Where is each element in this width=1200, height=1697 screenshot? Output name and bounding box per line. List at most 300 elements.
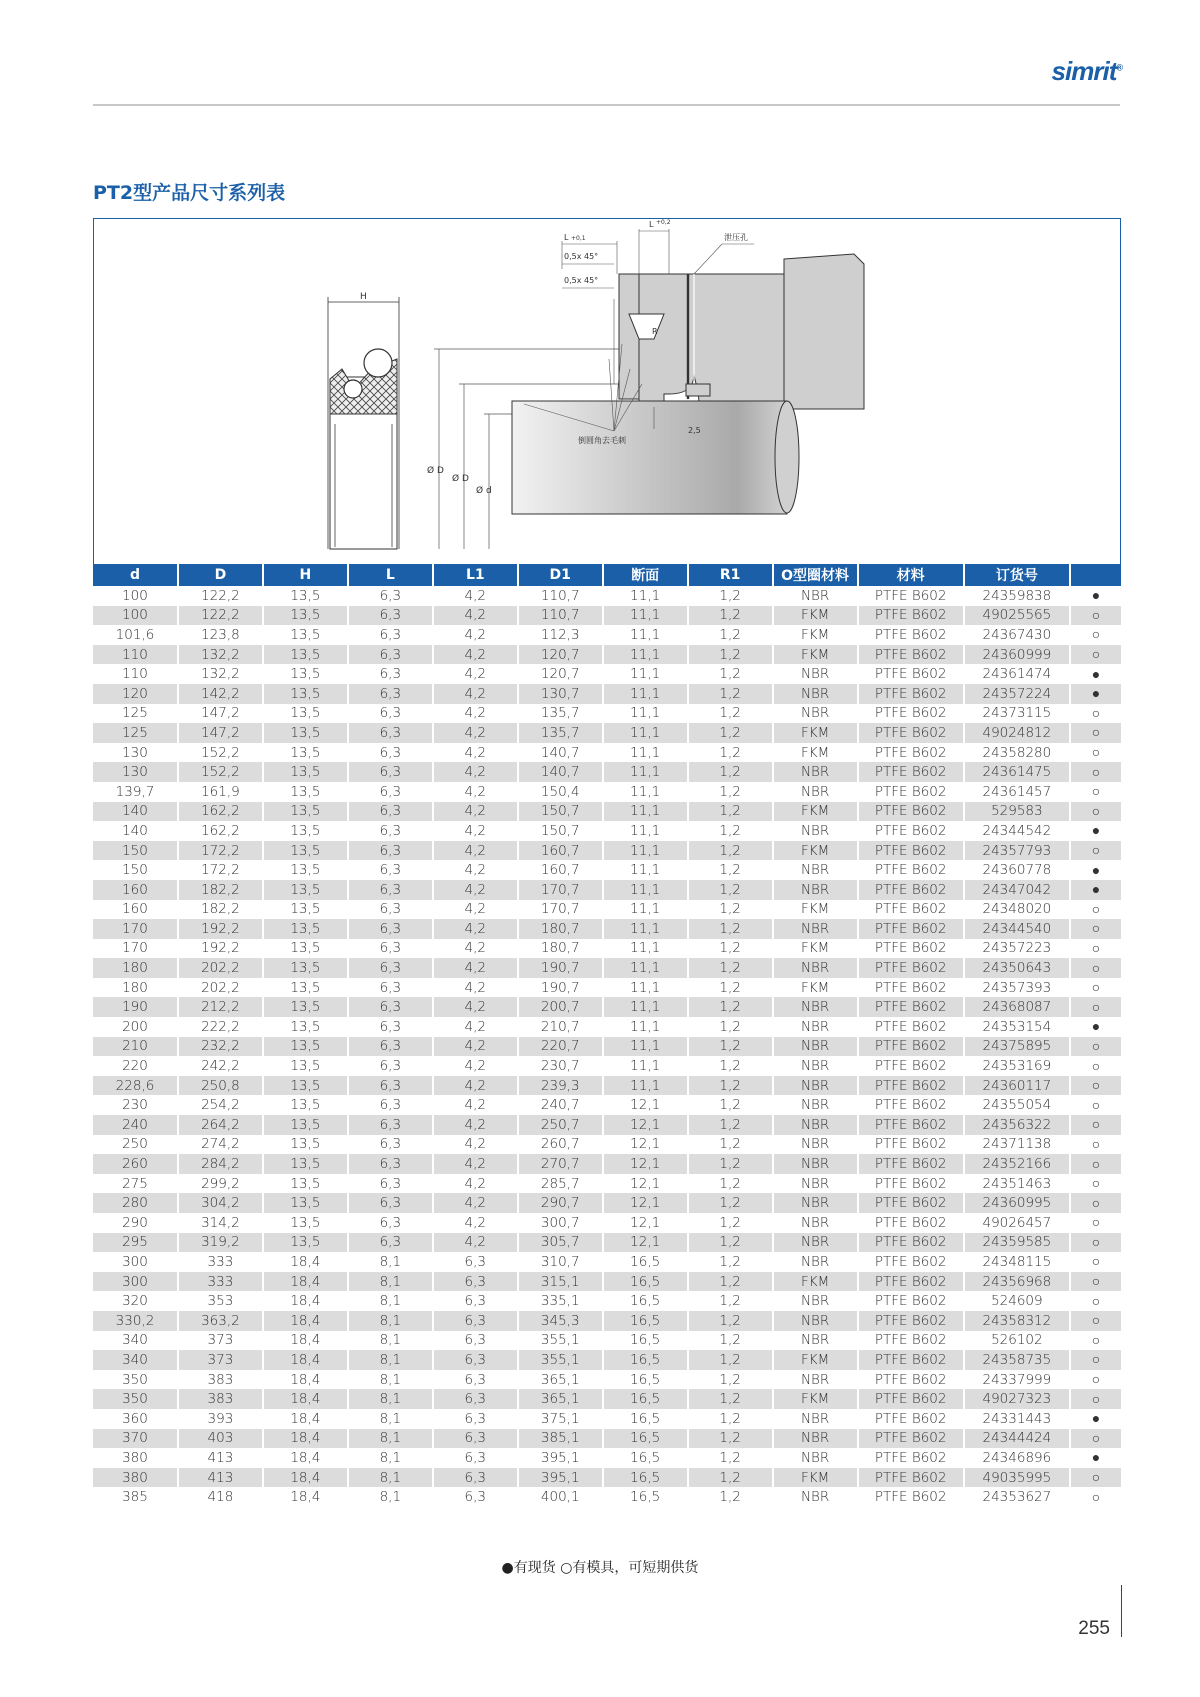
table-row	[93, 1233, 1121, 1253]
table-cell: 24344540	[964, 919, 1070, 939]
table-cell: 120,7	[518, 645, 603, 665]
table-cell: 24347042	[964, 880, 1070, 900]
availability-marker: ○	[1070, 1037, 1121, 1057]
table-cell: 6,3	[348, 606, 433, 626]
table-cell: PTFE B602	[858, 1389, 964, 1409]
table-cell: 4,2	[433, 900, 518, 920]
table-cell: 6,3	[348, 1115, 433, 1135]
table-cell: 24357393	[964, 978, 1070, 998]
availability-marker: ○	[1070, 919, 1121, 939]
table-cell: FKM	[773, 802, 858, 822]
table-cell: 125	[93, 704, 178, 724]
table-row	[93, 900, 1121, 920]
table-cell: 4,2	[433, 1154, 518, 1174]
table-cell: 13,5	[263, 782, 348, 802]
table-cell: 101,6	[93, 625, 178, 645]
table-cell: 4,2	[433, 782, 518, 802]
table-row	[93, 1135, 1121, 1155]
availability-marker: ○	[1070, 802, 1121, 822]
table-cell: 250	[93, 1135, 178, 1155]
dim-L1-label: L	[564, 233, 569, 242]
table-cell: 6,3	[433, 1448, 518, 1468]
table-row	[93, 743, 1121, 763]
table-cell: 13,5	[263, 880, 348, 900]
table-cell: 24358735	[964, 1350, 1070, 1370]
table-cell: 170	[93, 939, 178, 959]
table-cell: 1,2	[688, 1135, 773, 1155]
availability-marker: ○	[1091, 627, 1101, 644]
table-cell: 125	[93, 723, 178, 743]
table-cell: 16,5	[603, 1487, 688, 1507]
table-row	[93, 1409, 1121, 1429]
table-cell: 24371138	[964, 1135, 1070, 1155]
availability-marker: ○	[1091, 980, 1101, 997]
dim-L1-tolerance: +0,1	[571, 235, 586, 242]
table-cell: PTFE B602	[858, 1076, 964, 1096]
table-cell: 4,2	[433, 1213, 518, 1233]
table-cell: PTFE B602	[858, 1017, 964, 1037]
table-cell: FKM	[773, 1389, 858, 1409]
table-cell: FKM	[773, 1468, 858, 1488]
table-cell: 13,5	[263, 704, 348, 724]
table-cell: 385,1	[518, 1429, 603, 1449]
table-cell: 1,2	[688, 1331, 773, 1351]
table-cell: 24348115	[964, 1252, 1070, 1272]
table-cell: 1,2	[688, 1154, 773, 1174]
table-cell: 230,7	[518, 1056, 603, 1076]
table-cell: 4,2	[433, 802, 518, 822]
table-cell: 24375895	[964, 1037, 1070, 1057]
page-title: PT2型产品尺寸系列表	[93, 182, 286, 204]
table-cell: 13,5	[263, 1135, 348, 1155]
table-row	[93, 841, 1121, 861]
table-cell: 6,3	[348, 1135, 433, 1155]
table-cell: NBR	[773, 1311, 858, 1331]
table-cell: NBR	[773, 1095, 858, 1115]
table-cell: 24337999	[964, 1370, 1070, 1390]
table-cell: 365,1	[518, 1370, 603, 1390]
table-cell: FKM	[773, 939, 858, 959]
table-cell: 4,2	[433, 880, 518, 900]
table-cell: 13,5	[263, 684, 348, 704]
table-row	[93, 704, 1121, 724]
table-cell: 1,2	[688, 1115, 773, 1135]
table-cell: NBR	[773, 762, 858, 782]
table-cell: 1,2	[688, 821, 773, 841]
table-cell: 16,5	[603, 1311, 688, 1331]
table-cell: 6,3	[348, 743, 433, 763]
table-cell: 6,3	[348, 958, 433, 978]
table-cell: 11,1	[603, 900, 688, 920]
table-cell: 11,1	[603, 821, 688, 841]
table-cell: 4,2	[433, 997, 518, 1017]
table-cell: 1,2	[688, 586, 773, 606]
table-cell: PTFE B602	[858, 645, 964, 665]
table-cell: NBR	[773, 1056, 858, 1076]
table-cell: 6,3	[348, 1017, 433, 1037]
table-cell: 12,1	[603, 1213, 688, 1233]
table-cell: 6,3	[433, 1331, 518, 1351]
table-cell: PTFE B602	[858, 1252, 964, 1272]
availability-marker: ○	[1070, 1468, 1121, 1488]
table-cell: 12,1	[603, 1174, 688, 1194]
table-cell: PTFE B602	[858, 900, 964, 920]
table-cell: 16,5	[603, 1350, 688, 1370]
table-cell: 1,2	[688, 782, 773, 802]
table-cell: 335,1	[518, 1291, 603, 1311]
table-cell: 373	[178, 1331, 263, 1351]
table-cell: 11,1	[603, 978, 688, 998]
table-cell: 18,4	[263, 1311, 348, 1331]
table-cell: 11,1	[603, 1056, 688, 1076]
table-cell: NBR	[773, 1233, 858, 1253]
table-cell: 413	[178, 1468, 263, 1488]
table-cell: 8,1	[348, 1252, 433, 1272]
table-row	[93, 606, 1121, 626]
table-cell: 11,1	[603, 802, 688, 822]
column-header: O型圈材料	[773, 564, 858, 586]
availability-marker: ●	[1070, 684, 1121, 704]
table-cell: PTFE B602	[858, 1429, 964, 1449]
table-cell: 285,7	[518, 1174, 603, 1194]
table-cell: PTFE B602	[858, 1272, 964, 1292]
table-cell: 18,4	[263, 1487, 348, 1507]
table-cell: 170,7	[518, 900, 603, 920]
table-cell: 8,1	[348, 1291, 433, 1311]
table-cell: NBR	[773, 704, 858, 724]
table-cell: 110	[93, 645, 178, 665]
table-cell: FKM	[773, 645, 858, 665]
table-cell: 6,3	[348, 1076, 433, 1096]
table-cell: 150	[93, 841, 178, 861]
table-cell: 8,1	[348, 1429, 433, 1449]
table-row	[93, 1448, 1121, 1468]
table-cell: 161,9	[178, 782, 263, 802]
table-cell: 180	[93, 978, 178, 998]
availability-legend: ●有现货 ○有模具，可短期供货	[501, 1560, 699, 1576]
availability-marker: ●	[1091, 588, 1101, 605]
table-cell: FKM	[773, 978, 858, 998]
table-cell: 340	[93, 1350, 178, 1370]
table-cell: 24352166	[964, 1154, 1070, 1174]
table-row	[93, 1272, 1121, 1292]
table-row	[93, 1076, 1121, 1096]
table-cell: 24351463	[964, 1174, 1070, 1194]
table-cell: PTFE B602	[858, 723, 964, 743]
dimension-table	[93, 564, 1121, 1507]
table-cell: 370	[93, 1429, 178, 1449]
availability-marker: ○	[1070, 958, 1121, 978]
table-cell: 1,2	[688, 1095, 773, 1115]
pressure-hole-label: 泄压孔	[724, 233, 748, 242]
table-cell: PTFE B602	[858, 958, 964, 978]
table-cell: 135,7	[518, 704, 603, 724]
table-cell: 314,2	[178, 1213, 263, 1233]
table-cell: 1,2	[688, 1429, 773, 1449]
table-cell: 11,1	[603, 860, 688, 880]
table-cell: PTFE B602	[858, 1468, 964, 1488]
table-cell: 4,2	[433, 939, 518, 959]
table-cell: 4,2	[433, 625, 518, 645]
table-cell: 142,2	[178, 684, 263, 704]
table-row	[93, 978, 1121, 998]
table-cell: PTFE B602	[858, 1037, 964, 1057]
table-cell: 24357223	[964, 939, 1070, 959]
table-cell: 300,7	[518, 1213, 603, 1233]
table-cell: 152,2	[178, 743, 263, 763]
table-cell: 6,3	[348, 880, 433, 900]
table-cell: PTFE B602	[858, 1174, 964, 1194]
table-cell: PTFE B602	[858, 1115, 964, 1135]
chamfer-label-2: 0,5x 45°	[564, 276, 599, 285]
table-cell: 1,2	[688, 664, 773, 684]
table-cell: PTFE B602	[858, 625, 964, 645]
table-cell: PTFE B602	[858, 586, 964, 606]
dim-h-label: H	[360, 292, 367, 302]
table-cell: 4,2	[433, 1233, 518, 1253]
table-cell: 315,1	[518, 1272, 603, 1292]
table-cell: 11,1	[603, 762, 688, 782]
table-cell: 16,5	[603, 1370, 688, 1390]
table-cell: 1,2	[688, 1252, 773, 1272]
table-cell: 13,5	[263, 841, 348, 861]
table-cell: PTFE B602	[858, 1154, 964, 1174]
seal-cross-section	[328, 292, 399, 549]
column-header: 订货号	[964, 564, 1070, 586]
table-cell: 13,5	[263, 743, 348, 763]
table-cell: 24360999	[964, 645, 1070, 665]
table-cell: 383	[178, 1370, 263, 1390]
column-header: d	[93, 564, 178, 586]
table-cell: PTFE B602	[858, 782, 964, 802]
table-cell: 11,1	[603, 743, 688, 763]
table-row	[93, 684, 1121, 704]
table-cell: 280	[93, 1193, 178, 1213]
table-cell: 4,2	[433, 1017, 518, 1037]
availability-marker: ○	[1070, 1311, 1121, 1331]
table-cell: 13,5	[263, 978, 348, 998]
table-cell: 24367430	[964, 625, 1070, 645]
availability-marker: ○	[1091, 940, 1101, 957]
table-cell: 190,7	[518, 978, 603, 998]
table-cell: 8,1	[348, 1272, 433, 1292]
radius-R1-label: R	[652, 327, 658, 336]
table-cell: 526102	[964, 1331, 1070, 1351]
table-cell: 180,7	[518, 919, 603, 939]
table-cell: NBR	[773, 1409, 858, 1429]
table-cell: 16,5	[603, 1331, 688, 1351]
column-header: D	[178, 564, 263, 586]
table-cell: PTFE B602	[858, 802, 964, 822]
table-cell: PTFE B602	[858, 880, 964, 900]
table-cell: 1,2	[688, 1174, 773, 1194]
table-row	[93, 1037, 1121, 1057]
table-cell: 13,5	[263, 1095, 348, 1115]
table-cell: 1,2	[688, 919, 773, 939]
table-cell: 140,7	[518, 762, 603, 782]
table-cell: NBR	[773, 880, 858, 900]
table-cell: 8,1	[348, 1409, 433, 1429]
table-cell: 202,2	[178, 978, 263, 998]
table-cell: 18,4	[263, 1468, 348, 1488]
table-cell: 11,1	[603, 1076, 688, 1096]
table-cell: 6,3	[348, 625, 433, 645]
table-cell: 1,2	[688, 1017, 773, 1037]
table-cell: 4,2	[433, 664, 518, 684]
table-cell: PTFE B602	[858, 821, 964, 841]
table-cell: 132,2	[178, 645, 263, 665]
column-header: 断面	[603, 564, 688, 586]
availability-marker: ●	[1091, 1450, 1101, 1467]
table-row	[93, 821, 1121, 841]
table-cell: 11,1	[603, 1017, 688, 1037]
table-cell: 110,7	[518, 586, 603, 606]
table-cell: 413	[178, 1448, 263, 1468]
availability-marker: ○	[1070, 723, 1121, 743]
table-cell: 8,1	[348, 1389, 433, 1409]
table-header	[93, 564, 1121, 586]
column-header	[1070, 564, 1121, 586]
table-cell: 4,2	[433, 762, 518, 782]
table-cell: NBR	[773, 1448, 858, 1468]
table-cell: 6,3	[348, 1095, 433, 1115]
table-cell: 18,4	[263, 1252, 348, 1272]
table-cell: NBR	[773, 1487, 858, 1507]
table-cell: 6,3	[348, 1233, 433, 1253]
table-cell: FKM	[773, 1350, 858, 1370]
table-cell: 6,3	[348, 684, 433, 704]
availability-marker: ○	[1091, 1254, 1101, 1271]
table-cell: NBR	[773, 1252, 858, 1272]
table-cell: PTFE B602	[858, 1213, 964, 1233]
table-cell: 1,2	[688, 625, 773, 645]
table-cell: 4,2	[433, 1193, 518, 1213]
table-cell: 16,5	[603, 1389, 688, 1409]
table-cell: 49024812	[964, 723, 1070, 743]
table-cell: 132,2	[178, 664, 263, 684]
table-cell: 320	[93, 1291, 178, 1311]
table-cell: 160,7	[518, 841, 603, 861]
table-row	[93, 1291, 1121, 1311]
table-cell: 13,5	[263, 1233, 348, 1253]
table-cell: 172,2	[178, 860, 263, 880]
table-cell: 1,2	[688, 1056, 773, 1076]
table-row	[93, 723, 1121, 743]
table-cell: 135,7	[518, 723, 603, 743]
availability-marker: ○	[1070, 1429, 1121, 1449]
availability-marker: ○	[1091, 1215, 1101, 1232]
availability-marker: ○	[1091, 1293, 1101, 1310]
column-header: L	[348, 564, 433, 586]
table-cell: 110,7	[518, 606, 603, 626]
table-cell: 150,4	[518, 782, 603, 802]
table-cell: 12,1	[603, 1115, 688, 1135]
table-cell: 11,1	[603, 704, 688, 724]
table-cell: 11,1	[603, 606, 688, 626]
table-cell: 130	[93, 743, 178, 763]
availability-marker: ○	[1091, 901, 1101, 918]
table-row	[93, 1252, 1121, 1272]
table-cell: 274,2	[178, 1135, 263, 1155]
table-cell: 1,2	[688, 802, 773, 822]
table-cell: 232,2	[178, 1037, 263, 1057]
table-cell: 11,1	[603, 880, 688, 900]
table-cell: 123,8	[178, 625, 263, 645]
table-cell: 24368087	[964, 997, 1070, 1017]
column-header: 材料	[858, 564, 964, 586]
table-cell: 380	[93, 1468, 178, 1488]
table-cell: 172,2	[178, 841, 263, 861]
table-cell: 162,2	[178, 821, 263, 841]
table-cell: 13,5	[263, 1056, 348, 1076]
table-cell: 355,1	[518, 1331, 603, 1351]
installation-diagram	[93, 218, 1121, 564]
table-cell: 24357793	[964, 841, 1070, 861]
table-cell: 100	[93, 606, 178, 626]
table-cell: 284,2	[178, 1154, 263, 1174]
table-cell: 6,3	[348, 1213, 433, 1233]
table-cell: 11,1	[603, 664, 688, 684]
table-cell: 170,7	[518, 880, 603, 900]
table-cell: 250,8	[178, 1076, 263, 1096]
table-cell: 4,2	[433, 743, 518, 763]
table-cell: 24344424	[964, 1429, 1070, 1449]
table-cell: PTFE B602	[858, 743, 964, 763]
table-cell: 1,2	[688, 939, 773, 959]
table-cell: 140	[93, 802, 178, 822]
table-cell: 160,7	[518, 860, 603, 880]
table-cell: 212,2	[178, 997, 263, 1017]
availability-marker: ○	[1070, 1193, 1121, 1213]
availability-marker: ○	[1091, 1372, 1101, 1389]
table-cell: 270,7	[518, 1154, 603, 1174]
table-cell: 6,3	[348, 1154, 433, 1174]
table-cell: NBR	[773, 586, 858, 606]
table-cell: 11,1	[603, 919, 688, 939]
table-cell: 13,5	[263, 625, 348, 645]
table-cell: PTFE B602	[858, 1448, 964, 1468]
table-cell: FKM	[773, 900, 858, 920]
table-cell: NBR	[773, 782, 858, 802]
table-row	[93, 1389, 1121, 1409]
table-cell: NBR	[773, 1017, 858, 1037]
table-cell: 373	[178, 1350, 263, 1370]
table-cell: 1,2	[688, 860, 773, 880]
table-cell: 130	[93, 762, 178, 782]
table-cell: 150,7	[518, 802, 603, 822]
table-cell: PTFE B602	[858, 1095, 964, 1115]
table-cell: 333	[178, 1252, 263, 1272]
table-cell: PTFE B602	[858, 1487, 964, 1507]
table-cell: 24353169	[964, 1056, 1070, 1076]
table-cell: 13,5	[263, 645, 348, 665]
table-row	[93, 802, 1121, 822]
table-cell: 6,3	[433, 1311, 518, 1331]
table-cell: 13,5	[263, 1115, 348, 1135]
table-row	[93, 1056, 1121, 1076]
table-cell: 4,2	[433, 860, 518, 880]
table-cell: 310,7	[518, 1252, 603, 1272]
table-row	[93, 782, 1121, 802]
table-cell: 4,2	[433, 645, 518, 665]
table-cell: 24360117	[964, 1076, 1070, 1096]
table-cell: FKM	[773, 606, 858, 626]
table-cell: 6,3	[348, 645, 433, 665]
table-cell: 1,2	[688, 1213, 773, 1233]
table-cell: 1,2	[688, 1370, 773, 1390]
table-cell: 13,5	[263, 939, 348, 959]
table-cell: 11,1	[603, 723, 688, 743]
